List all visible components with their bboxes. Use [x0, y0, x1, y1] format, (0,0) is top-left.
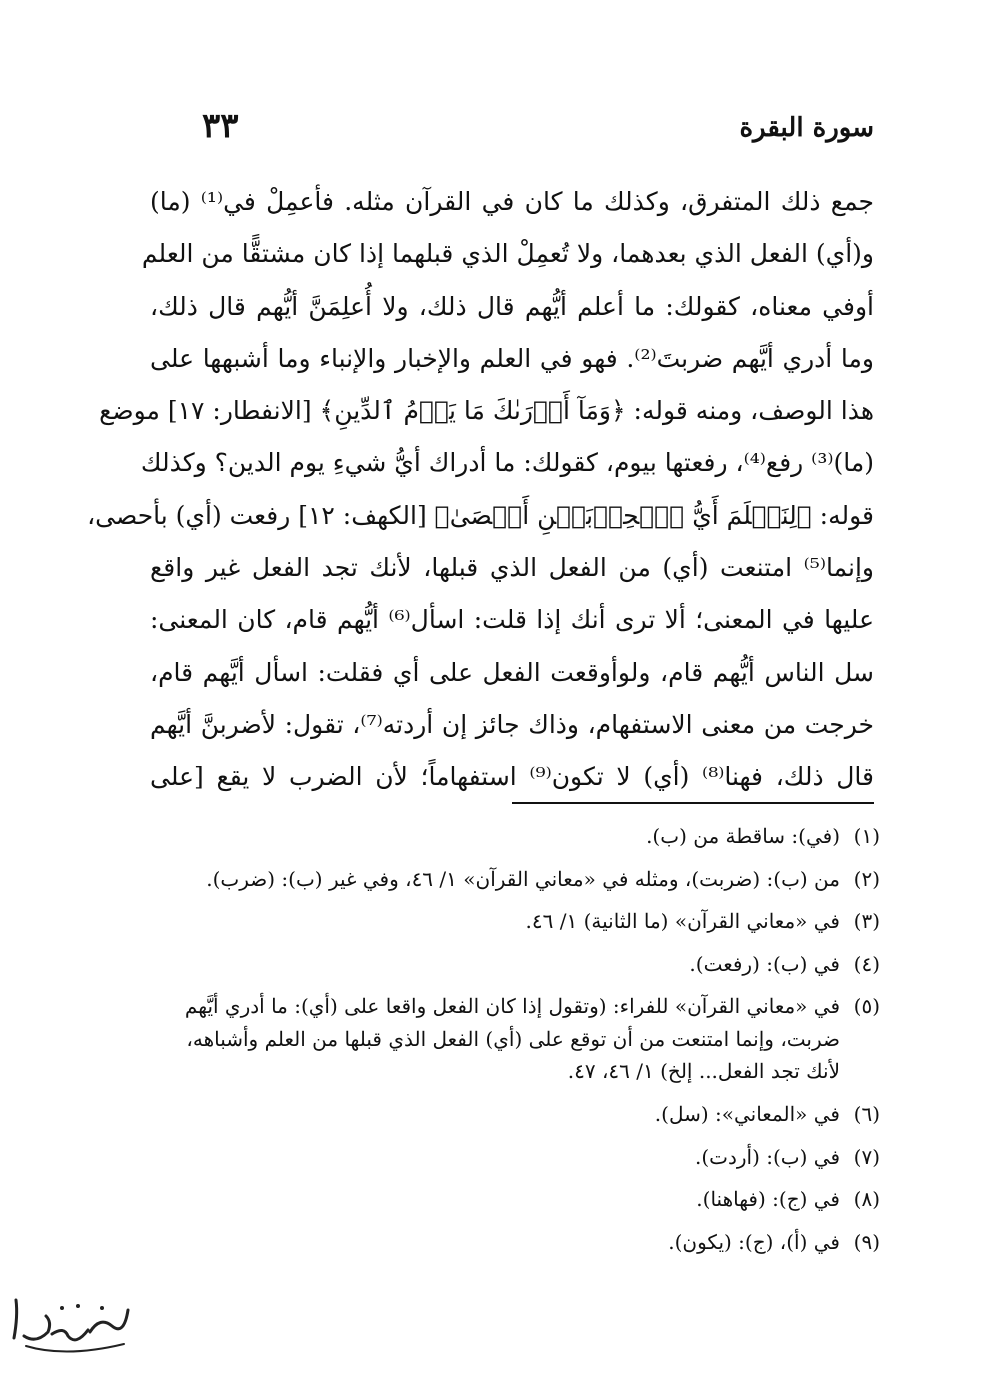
footnote-separator [512, 802, 874, 804]
text-line: قوله: ﴿لِنَعۡلَمَ أَيُّ ٱلۡحِزۡبَيۡنِ أَحۡصَىٰ﴾ [الكهف: ١٢] رفعت (أي) بأحصى، [87, 500, 874, 530]
footnote-text: من (ب): (ضربت)، ومثله في «معاني القرآن» ١/ ٤٦، وفي غير (ب): (ضرب). [206, 866, 840, 891]
footnote-number: (٥) [853, 994, 880, 1018]
page-header [150, 108, 874, 148]
footnote-item [150, 948, 880, 980]
footnote-number: (٦) [853, 1102, 880, 1126]
footnote-item [150, 905, 880, 937]
text-line: جمع ذلك المتفرق، وكذلك ما كان في القرآن مثله. فأعمِلْ في⁽¹⁾ (ما) [150, 187, 874, 216]
text-line: قال ذلك، فهنا⁽⁸⁾ (أي) لا تكون⁽⁹⁾ استفهاماً؛ لأن الضرب لا يقع [على [150, 762, 874, 792]
footnote-text: في «معاني القرآن» للفراء: (وتقول إذا كان الفعل واقعا على (أي): ما أدري أيَّهم ضربت، وإنما امتنعت من أن توقع على (أي) الفعل الذي قبلها من العلم وأشباهه، لأنك تجد الفعل... إلخ) ١/ ٤٦، ٤٧. [184, 994, 840, 1083]
footnote-number: (١) [853, 824, 880, 848]
text-line: عليها في المعنى؛ ألا ترى أنك إذا قلت: اسأل⁽⁶⁾ أيُّهم قام، كان المعنى: [150, 605, 874, 635]
footnote-number: (٨) [853, 1187, 880, 1211]
page-number: ٣٣ [202, 106, 239, 146]
footnote-text: في (ب): (أردت). [694, 1144, 840, 1169]
footnote-text: في «معاني القرآن» (ما الثانية) ١/ ٤٦. [525, 909, 840, 933]
text-line: وما أدري أيَّهم ضربتَ⁽²⁾. فهو في العلم والإخبار والإنباء وما أشبهها على [150, 343, 874, 373]
footnote-item [150, 863, 880, 895]
footnote-text: في «المعاني»: (سل). [654, 1102, 840, 1126]
footnote-text: في (أ)، (ج): (يكون). [668, 1229, 840, 1254]
text-line: خرجت من معنى الاستفهام، وذاك جائز إن أردته⁽⁷⁾، تقول: لأضربنَّ أيَّهم [150, 709, 874, 739]
footnote-number: (٤) [853, 951, 880, 976]
text-line: هذا الوصف، ومنه قوله: ﴿وَمَآ أَدۡرَىٰكَ مَا يَوۡمُ ٱلدِّينِ﴾ [الانفطار: ١٧] موضع [99, 396, 874, 426]
text-line: سل الناس أيُّهم قام، ولوأوقعت الفعل على أي فقلت: اسأل أيَّهم قام، [150, 657, 874, 687]
footnote-item [150, 990, 880, 1088]
footnote-item [150, 1226, 880, 1258]
main-text [87, 176, 874, 804]
footnote-item [150, 1098, 880, 1130]
footnote-number: (٩) [853, 1229, 880, 1254]
footnote-text: في (ب): (رفعت). [689, 951, 840, 976]
footnote-number: (٣) [853, 909, 880, 933]
text-line: و(أي) الفعل الذي بعدهما، ولا تُعمِلْ الذي قبلهما إذا كان مشتقًّا من العلم [141, 239, 874, 269]
footnote-item [150, 1183, 880, 1215]
text-line: أوفي معناه، كقولك: ما أعلم أيُّهم قال ذلك، ولا أُعلِمَنَّ أيُّهم قال ذلك، [150, 291, 874, 321]
footnote-text: في (ج): (فهاهنا). [696, 1187, 840, 1211]
footnotes [150, 820, 880, 1268]
footnote-number: (٢) [853, 866, 880, 891]
calligraphy-logo [6, 1286, 136, 1366]
footnote-item [150, 820, 880, 852]
surah-title: سورة البقرة [739, 113, 874, 143]
footnote-item [150, 1141, 880, 1173]
text-line: (ما)⁽³⁾ رفع⁽⁴⁾، رفعتها بيوم، كقولك: ما أدراك أيُّ شيءِ يوم الدين؟ وكذلك [140, 448, 874, 478]
text-line: وإنما⁽⁵⁾ امتنعت (أي) من الفعل الذي قبلها، لأنك تجد الفعل غير واقع [150, 553, 874, 583]
footnote-number: (٧) [853, 1144, 880, 1169]
footnote-text: (في): ساقطة من (ب). [646, 824, 840, 848]
